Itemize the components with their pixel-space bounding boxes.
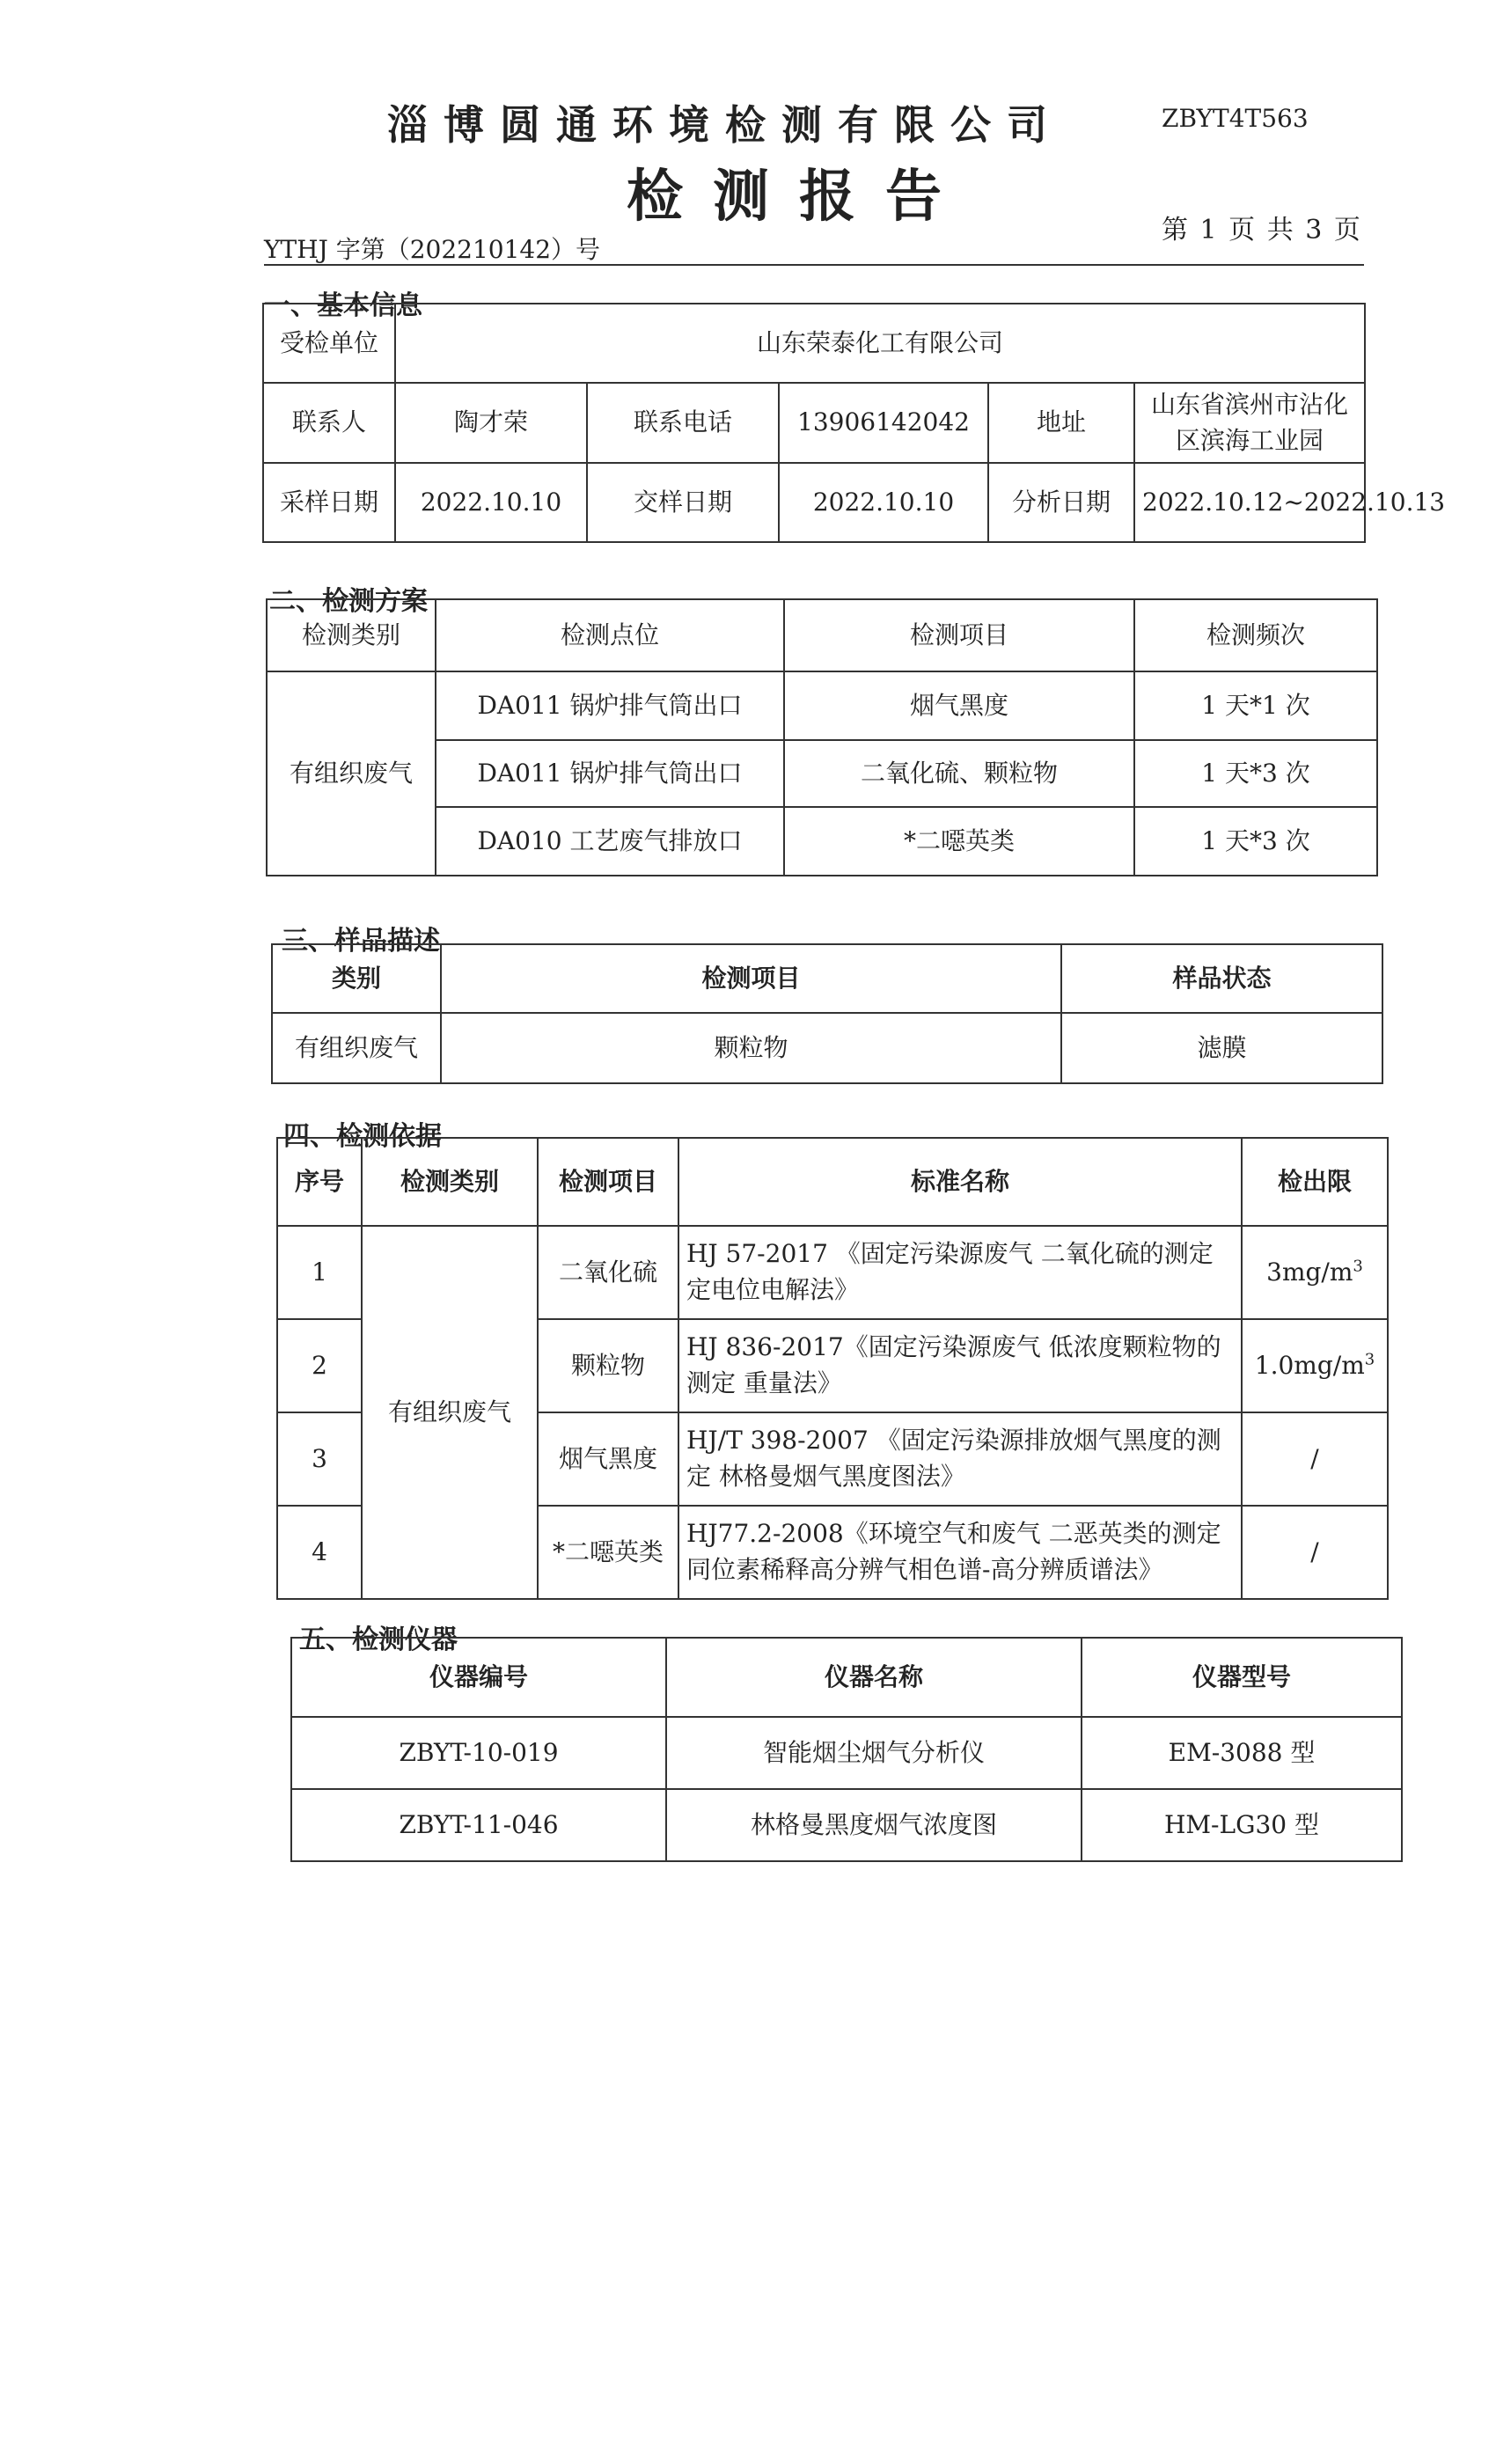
basis-table bbox=[276, 1137, 1389, 1600]
basis-item: *二噁英类 bbox=[538, 1506, 678, 1599]
unit-superscript: 3 bbox=[1364, 1350, 1375, 1369]
value-sampling-date: 2022.10.10 bbox=[395, 463, 587, 542]
basis-item: 二氧化硫 bbox=[538, 1226, 678, 1319]
value-delivery-date: 2022.10.10 bbox=[779, 463, 988, 542]
basis-no: 2 bbox=[277, 1319, 362, 1412]
sample-table bbox=[271, 943, 1383, 1084]
basis-no: 3 bbox=[277, 1412, 362, 1506]
basis-header-limit: 检出限 bbox=[1242, 1138, 1388, 1226]
plan-item: *二噁英类 bbox=[784, 807, 1134, 876]
instrument-header-name: 仪器名称 bbox=[666, 1638, 1082, 1717]
basis-header-standard: 标准名称 bbox=[678, 1138, 1242, 1226]
instrument-model: HM-LG30 型 bbox=[1082, 1789, 1402, 1861]
label-address: 地址 bbox=[988, 383, 1134, 463]
label-sampling-date: 采样日期 bbox=[263, 463, 395, 542]
plan-header-item: 检测项目 bbox=[784, 599, 1134, 671]
basis-limit-value: 3mg/m bbox=[1266, 1257, 1353, 1287]
plan-header-frequency: 检测频次 bbox=[1134, 599, 1377, 671]
instruments-table bbox=[290, 1637, 1403, 1862]
header-divider bbox=[264, 264, 1364, 266]
basis-item: 颗粒物 bbox=[538, 1319, 678, 1412]
plan-item: 烟气黑度 bbox=[784, 671, 1134, 740]
section-title-basis: 四、检测依据 bbox=[283, 1121, 442, 1152]
plan-point: DA011 锅炉排气筒出口 bbox=[436, 740, 784, 807]
value-contact: 陶才荣 bbox=[395, 383, 587, 463]
sample-header-item: 检测项目 bbox=[441, 944, 1061, 1013]
sample-header-state: 样品状态 bbox=[1061, 944, 1382, 1013]
instrument-code: ZBYT-11-046 bbox=[291, 1789, 666, 1861]
instrument-name: 智能烟尘烟气分析仪 bbox=[666, 1717, 1082, 1789]
plan-header-point: 检测点位 bbox=[436, 599, 784, 671]
page-indicator: 第 1 页 共 3 页 bbox=[1162, 215, 1362, 246]
value-address: 山东省滨州市沾化区滨海工业园 bbox=[1134, 383, 1365, 463]
section-title-sample: 三、样品描述 bbox=[282, 926, 440, 957]
sample-header-category: 类别 bbox=[272, 944, 441, 1013]
plan-table bbox=[266, 598, 1378, 876]
company-name: 淄博圆通环境检测有限公司 bbox=[387, 101, 1063, 149]
plan-point: DA011 锅炉排气筒出口 bbox=[436, 671, 784, 740]
label-phone: 联系电话 bbox=[587, 383, 779, 463]
basis-standard: HJ77.2-2008《环境空气和废气 二恶英类的测定 同位素稀释高分辨气相色谱-高分辨质谱法》 bbox=[678, 1506, 1242, 1599]
basis-limit-value: 1.0mg/m bbox=[1254, 1350, 1365, 1380]
unit-superscript: 3 bbox=[1353, 1257, 1363, 1276]
label-delivery-date: 交样日期 bbox=[587, 463, 779, 542]
plan-header-category: 检测类别 bbox=[267, 599, 436, 671]
basis-limit bbox=[1242, 1319, 1388, 1412]
basis-standard: HJ 57-2017 《固定污染源废气 二氧化硫的测定 定电位电解法》 bbox=[678, 1226, 1242, 1319]
label-inspected-unit: 受检单位 bbox=[263, 304, 395, 383]
basis-no: 1 bbox=[277, 1226, 362, 1319]
sample-category: 有组织废气 bbox=[272, 1013, 441, 1083]
plan-category: 有组织废气 bbox=[267, 671, 436, 876]
plan-point: DA010 工艺废气排放口 bbox=[436, 807, 784, 876]
document-code: ZBYT4T563 bbox=[1162, 104, 1309, 133]
basis-limit: / bbox=[1242, 1506, 1388, 1599]
report-serial-number: YTHJ 字第（202210142）号 bbox=[264, 235, 601, 264]
basis-category: 有组织废气 bbox=[362, 1226, 538, 1599]
basis-header-category: 检测类别 bbox=[362, 1138, 538, 1226]
instrument-header-code: 仪器编号 bbox=[291, 1638, 666, 1717]
plan-frequency: 1 天*3 次 bbox=[1134, 807, 1377, 876]
sample-state: 滤膜 bbox=[1061, 1013, 1382, 1083]
basis-limit: / bbox=[1242, 1412, 1388, 1506]
label-contact: 联系人 bbox=[263, 383, 395, 463]
basis-standard: HJ 836-2017《固定污染源废气 低浓度颗粒物的测定 重量法》 bbox=[678, 1319, 1242, 1412]
instrument-name: 林格曼黑度烟气浓度图 bbox=[666, 1789, 1082, 1861]
basis-no: 4 bbox=[277, 1506, 362, 1599]
value-inspected-unit: 山东荣泰化工有限公司 bbox=[395, 304, 1365, 383]
basis-item: 烟气黑度 bbox=[538, 1412, 678, 1506]
section-title-instruments: 五、检测仪器 bbox=[299, 1624, 458, 1655]
value-phone: 13906142042 bbox=[779, 383, 988, 463]
basis-standard: HJ/T 398-2007 《固定污染源排放烟气黑度的测定 林格曼烟气黑度图法》 bbox=[678, 1412, 1242, 1506]
plan-frequency: 1 天*3 次 bbox=[1134, 740, 1377, 807]
plan-item: 二氧化硫、颗粒物 bbox=[784, 740, 1134, 807]
instrument-code: ZBYT-10-019 bbox=[291, 1717, 666, 1789]
section-title-plan: 二、检测方案 bbox=[269, 586, 428, 617]
report-title: 检测报告 bbox=[627, 164, 972, 230]
basic-info-table bbox=[262, 303, 1446, 543]
basis-header-item: 检测项目 bbox=[538, 1138, 678, 1226]
value-analysis-date: 2022.10.12~2022.10.13 bbox=[1134, 463, 1365, 542]
label-analysis-date: 分析日期 bbox=[988, 463, 1134, 542]
section-title-basic-info: 一、基本信息 bbox=[264, 290, 422, 321]
basis-header-no: 序号 bbox=[277, 1138, 362, 1226]
basis-limit bbox=[1242, 1226, 1388, 1319]
instrument-header-model: 仪器型号 bbox=[1082, 1638, 1402, 1717]
instrument-model: EM-3088 型 bbox=[1082, 1717, 1402, 1789]
sample-item: 颗粒物 bbox=[441, 1013, 1061, 1083]
plan-frequency: 1 天*1 次 bbox=[1134, 671, 1377, 740]
